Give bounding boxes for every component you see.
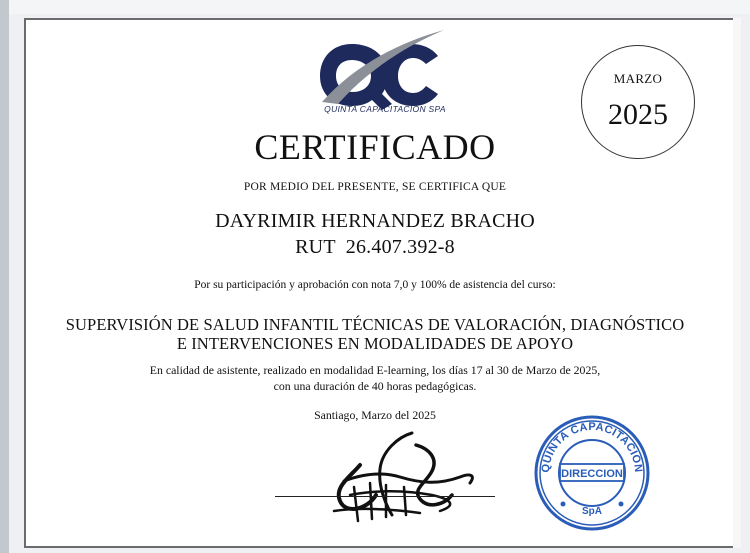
stamp-bottom-text: SpA bbox=[582, 506, 602, 517]
date-badge-month: MARZO bbox=[613, 71, 663, 86]
recipient-rut: RUT 26.407.392-8 bbox=[295, 236, 455, 258]
official-stamp bbox=[533, 414, 651, 532]
stamp-dot-left bbox=[561, 502, 566, 507]
screen-top-strip bbox=[0, 0, 750, 14]
date-badge-year: 2025 bbox=[608, 98, 668, 131]
course-details bbox=[0, 362, 750, 394]
signature-line bbox=[275, 496, 495, 497]
participation-text: Por su participación y aprobación con nota 7,0 y 100% de asistencia del curso: bbox=[194, 279, 556, 291]
course-details-line-2: con una duración de 40 horas pedagógicas. bbox=[273, 379, 477, 393]
certificate-intro: POR MEDIO DEL PRESENTE, SE CERTIFICA QUE bbox=[243, 181, 507, 193]
screen-left-strip bbox=[0, 0, 9, 553]
stamp-dot-right bbox=[619, 502, 624, 507]
course-title-line-1: SUPERVISIÓN DE SALUD INFANTIL TÉCNICAS DE VALORACIÓN, DIAGNÓSTICO bbox=[65, 315, 685, 334]
stamp-top-text: QUINTA CAPACITACIÓN bbox=[539, 420, 645, 474]
recipient-name: DAYRIMIR HERNANDEZ BRACHO bbox=[215, 210, 535, 232]
company-logo-name: QUINTA CAPACITACIÓN SPA bbox=[324, 104, 446, 114]
course-title bbox=[0, 315, 750, 353]
stamp-center-text: DIRECCION bbox=[561, 468, 623, 480]
place-and-date: Santiago, Marzo del 2025 bbox=[314, 408, 436, 422]
handwritten-signature bbox=[320, 425, 490, 525]
course-details-line-1: En calidad de asistente, realizado en modalidad E-learning, los días 17 al 30 de Marzo de 2025, bbox=[149, 363, 601, 377]
course-title-line-2: E INTERVENCIONES EN MODALIDADES DE APOYO bbox=[176, 334, 574, 353]
certificate-title: CERTIFICADO bbox=[254, 127, 496, 167]
